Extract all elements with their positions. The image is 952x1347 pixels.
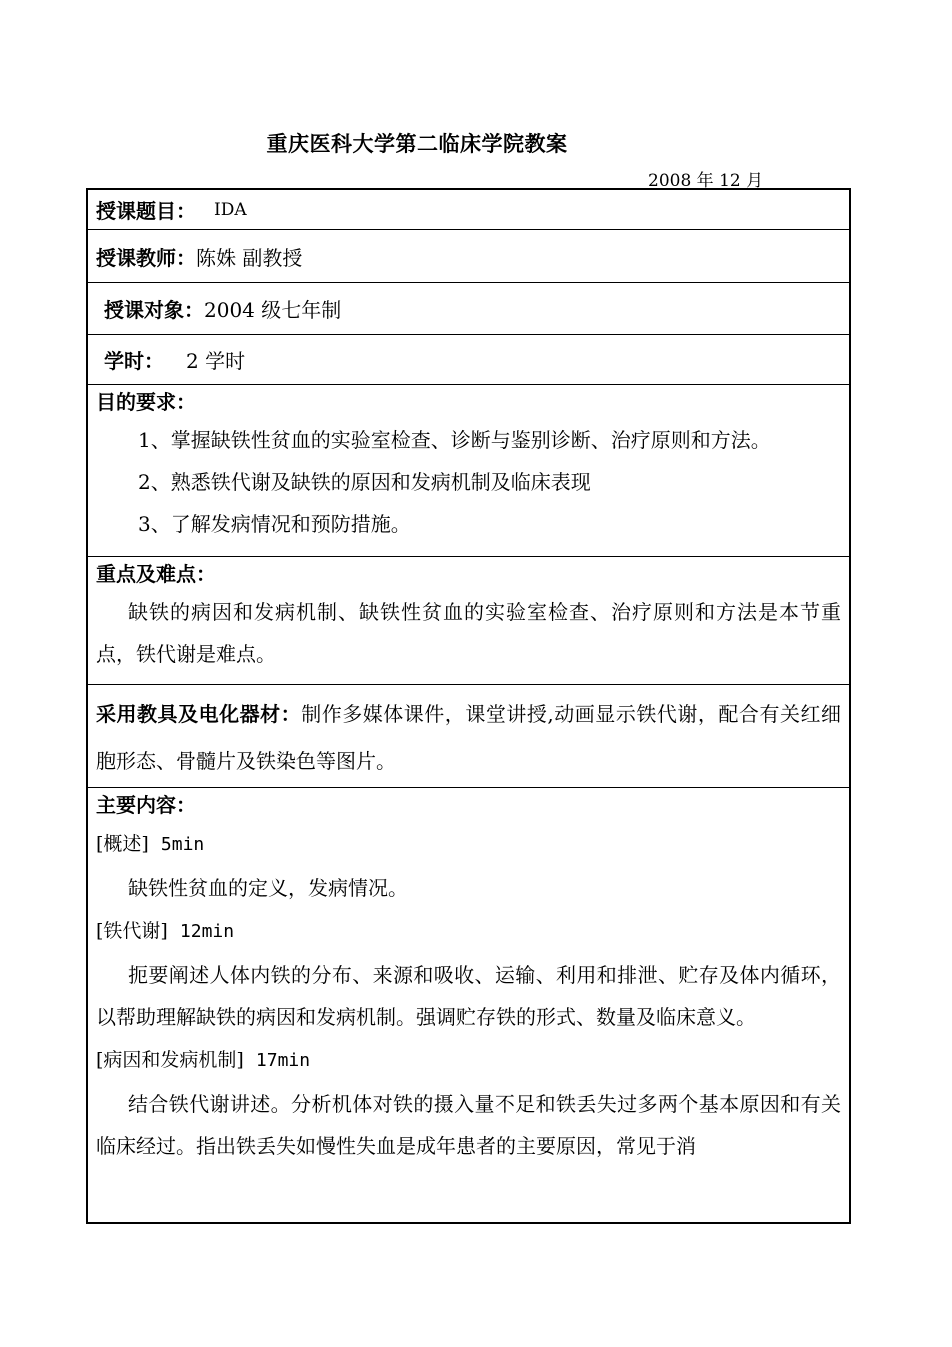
objectives-section bbox=[88, 385, 849, 557]
section-text: 扼要阐述人体内铁的分布、来源和吸收、运输、利用和排泄、贮存及体内循环，以帮助理解缺铁的病因和发病机制。强调贮存铁的形式、数量及临床意义。 bbox=[96, 963, 841, 1029]
topic-value: IDA bbox=[214, 199, 247, 220]
key-points-section bbox=[88, 557, 849, 685]
document-title: 重庆医科大学第二临床学院教案 bbox=[266, 131, 568, 156]
section-time: 12min bbox=[179, 921, 235, 942]
audience-row bbox=[88, 283, 849, 335]
teacher-value: 陈姝 副教授 bbox=[196, 245, 303, 270]
document-date: 2008 年 12 月 bbox=[648, 171, 764, 191]
objective-item: 3、了解发病情况和预防措施。 bbox=[138, 512, 411, 536]
teacher-label: 授课教师： bbox=[96, 245, 196, 270]
materials-text: 制作多媒体课件，课堂讲授,动画显示铁代谢，配合有关红细胞形态、骨髓片及铁染色等图片。 bbox=[96, 702, 842, 773]
section-time: 5min bbox=[160, 834, 205, 855]
hours-row bbox=[88, 335, 849, 385]
objective-item: 1、掌握缺铁性贫血的实验室检查、诊断与鉴别诊断、治疗原则和方法。 bbox=[138, 428, 771, 452]
section-title: [病因和发病机制] bbox=[96, 1049, 244, 1071]
materials-paragraph bbox=[96, 691, 841, 785]
key-points-text: 缺铁的病因和发病机制、缺铁性贫血的实验室检查、治疗原则和方法是本节重点，铁代谢是难点。 bbox=[96, 600, 841, 666]
hours-label: 学时： bbox=[104, 349, 164, 373]
topic-row bbox=[88, 190, 849, 230]
content-heading: 主要内容： bbox=[96, 793, 196, 817]
audience-value: 2004 级七年制 bbox=[204, 298, 342, 322]
section-title: [概述] bbox=[96, 833, 149, 855]
objectives-heading: 目的要求： bbox=[96, 390, 196, 414]
content-section-title bbox=[96, 909, 841, 954]
lesson-plan-table bbox=[86, 188, 851, 1224]
section-text: 结合铁代谢讲述。分析机体对铁的摄入量不足和铁丢失过多两个基本原因和有关临床经过。指出铁丢失如慢性失血是成年患者的主要原因，常见于消 bbox=[96, 1092, 841, 1158]
content-section bbox=[88, 788, 849, 1222]
section-time: 17min bbox=[255, 1050, 311, 1071]
objective-item: 2、熟悉铁代谢及缺铁的原因和发病机制及临床表现 bbox=[138, 470, 591, 494]
content-section-title bbox=[96, 822, 841, 867]
key-points-heading: 重点及难点： bbox=[96, 562, 216, 586]
section-title: [铁代谢] bbox=[96, 920, 168, 942]
teacher-row bbox=[88, 230, 849, 283]
section-text: 缺铁性贫血的定义，发病情况。 bbox=[128, 876, 408, 900]
materials-label: 采用教具及电化器材： bbox=[96, 702, 302, 726]
materials-section bbox=[88, 685, 849, 788]
topic-label: 授课题目： bbox=[96, 199, 196, 223]
audience-label: 授课对象： bbox=[104, 298, 204, 322]
content-section-title bbox=[96, 1038, 841, 1083]
hours-value: 2 学时 bbox=[186, 349, 246, 373]
